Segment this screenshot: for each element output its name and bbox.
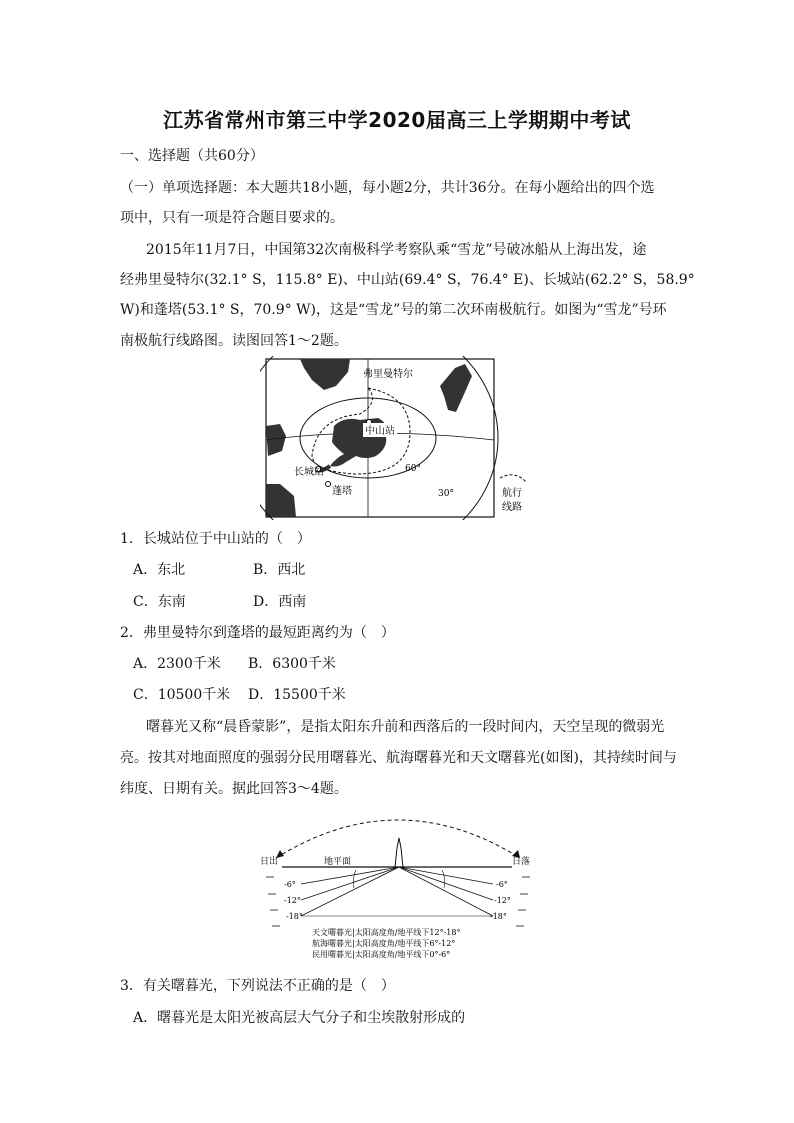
- instructions-line-2: 项中，只有一项是符合题目要求的。: [120, 210, 344, 226]
- twilight-right-6: -6°: [496, 880, 508, 889]
- passage2-line-2: 亮。按其对地面照度的强弱分民用曙暮光、航海曙暮光和天文曙暮光(如图)，其持续时间与: [120, 750, 677, 766]
- twilight-label-horizon: 地平面: [324, 857, 352, 867]
- passage2-line-3: 纬度、日期有关。据此回答3～4题。: [120, 781, 348, 797]
- question-1-option-b: B．西北: [253, 562, 306, 578]
- twilight-legend-nautical: 航海曙暮光|太阳高度角/地平线下6°-12°: [312, 939, 456, 948]
- map-label-fremantle: 弗里曼特尔: [363, 369, 413, 380]
- twilight-diagram: [256, 812, 540, 964]
- question-1-option-d: D．西南: [253, 594, 307, 610]
- twilight-label-sunset: 日落: [512, 857, 531, 867]
- question-2-option-b: B．6300千米: [248, 656, 336, 672]
- twilight-left-6: -6°: [284, 880, 296, 889]
- question-2-option-d: D．15500千米: [248, 687, 346, 703]
- map-label-punta: 蓬塔: [332, 486, 352, 497]
- map-label-changcheng: 长城站: [294, 467, 324, 478]
- question-1-option-c: C．东南: [133, 594, 186, 610]
- passage1-line-1: 2015年11月7日，中国第32次南极科学考察队乘“雪龙”号破冰船从上海出发，途: [146, 242, 647, 258]
- passage1-line-3: W)和蓬塔(53.1° S，70.9° W)，这是“雪龙”号的第二次环南极航行。如图为“雪龙”号环: [120, 302, 667, 318]
- passage1-line-2: 经弗里曼特尔(32.1° S，115.8° E)、中山站(69.4° S，76.4° E)、长城站(62.2° S，58.9°: [120, 272, 695, 288]
- map-legend-line1: 航行: [502, 488, 522, 499]
- question-2-stem: 2．弗里曼特尔到蓬塔的最短距离约为（ ）: [120, 625, 395, 641]
- map-legend-line2: 线路: [502, 502, 522, 513]
- section-heading: 一、选择题（共60分）: [120, 148, 264, 164]
- twilight-legend-civil: 民用曙暮光|太阳高度角/地平线下0°-6°: [312, 950, 451, 959]
- twilight-left-18: -18°: [286, 912, 303, 921]
- page-title: 江苏省常州市第三中学2020届高三上学期期中考试: [163, 108, 631, 132]
- twilight-right-18: -18°: [490, 912, 507, 921]
- twilight-left-12: -12°: [284, 896, 301, 905]
- passage1-line-4: 南极航行线路图。读图回答1～2题。: [120, 333, 348, 349]
- question-1-stem: 1．长城站位于中山站的（ ）: [120, 531, 311, 547]
- question-2-option-c: C．10500千米: [133, 687, 231, 703]
- question-3-stem: 3．有关曙暮光，下列说法不正确的是（ ）: [120, 978, 395, 994]
- twilight-right-12: -12°: [494, 896, 511, 905]
- antarctic-route-map: [260, 356, 540, 520]
- map-label-lat60: 60°: [405, 464, 421, 474]
- question-1-option-a: A．东北: [133, 562, 186, 578]
- twilight-legend-astronomical: 天文曙暮光|太阳高度角/地平线下12°-18°: [312, 928, 461, 937]
- twilight-label-sunrise: 日出: [260, 857, 279, 867]
- question-2-option-a: A．2300千米: [133, 656, 221, 672]
- map-label-lat30: 30°: [438, 489, 454, 499]
- map-label-zhongshan: 中山站: [365, 426, 395, 437]
- instructions-line-1: （一）单项选择题：本大题共18小题，每小题2分，共计36分。在每小题给出的四个选: [120, 180, 655, 196]
- question-3-option-a: A．曙暮光是太阳光被高层大气分子和尘埃散射形成的: [133, 1010, 466, 1026]
- passage2-line-1: 曙暮光又称“晨昏蒙影”，是指太阳东升前和西落后的一段时间内，天空呈现的微弱光: [146, 719, 665, 735]
